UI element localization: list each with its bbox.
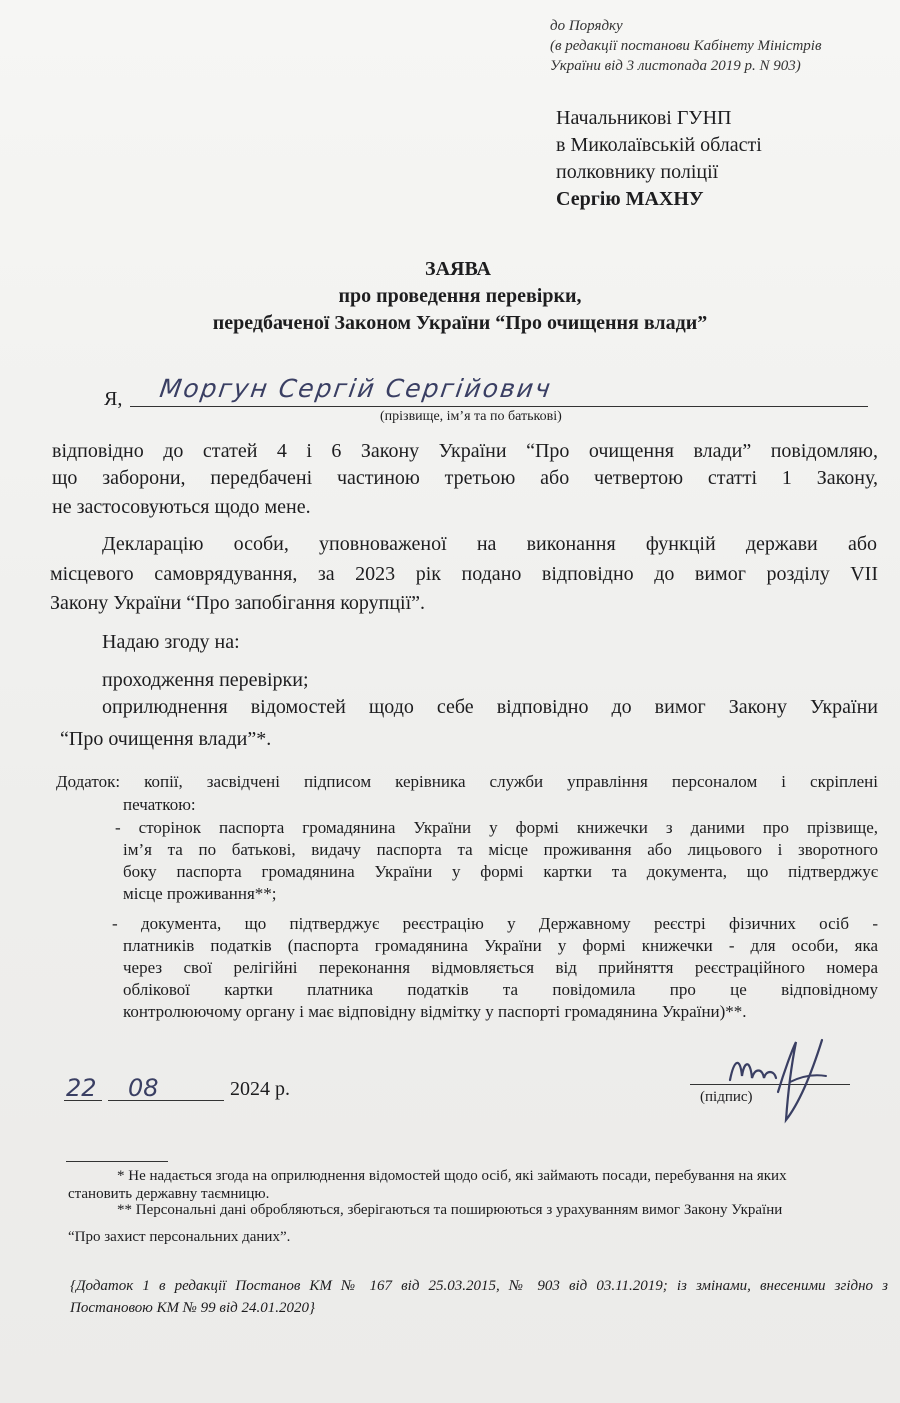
footnote-separator — [66, 1161, 168, 1162]
applicant-underline — [130, 406, 868, 407]
footnote-1-line-2: становить державну таємницю. — [68, 1186, 270, 1202]
reference-line-3: України від 3 листопада 2019 р. N 903) — [550, 58, 801, 74]
body-p2-line-1: Декларацію особи, уповноваженої на виконання функцій держави або — [102, 533, 877, 555]
addressee-line-2: в Миколаївській області — [556, 134, 762, 156]
addressee-line-3: полковнику поліції — [556, 161, 719, 183]
doc-title: ЗАЯВА — [425, 258, 491, 280]
appendix-item-b-line-2: платників податків (паспорта громадянина України у формі книжечки - для особи, яка — [123, 936, 878, 955]
applicant-handwritten-name: Моргун Сергій Сергійович — [157, 374, 555, 403]
appendix-item-b-line-3: через свої релігійні переконання відмовляється від прийняття реєстраційного номера — [123, 958, 878, 977]
applicant-caption: (прізвище, ім’я та по батькові) — [380, 409, 562, 424]
consent-item-2-line-2: “Про очищення влади”*. — [60, 728, 272, 750]
appendix-line-2: печаткою: — [123, 795, 196, 814]
body-p2-line-3: Закону України “Про запобігання корупції”. — [50, 592, 426, 614]
appendix-item-a-line-4: місце проживання**; — [123, 884, 277, 903]
appendix-item-b-line-1: - документа, що підтверджує реєстрацію у Державному реєстрі фізичних осіб - — [112, 914, 878, 933]
editorial-note-line-2: Постановою КМ № 99 від 24.01.2020} — [70, 1300, 315, 1316]
footnote-2-line-2: “Про захист персональних даних”. — [68, 1229, 291, 1245]
addressee-name: Сергію МАХНУ — [556, 188, 704, 210]
date-year: 2024 р. — [230, 1078, 290, 1100]
appendix-line-1: Додаток: копії, засвідчені підписом керівника служби управління персоналом і скріплені — [56, 772, 878, 791]
footnote-2-line-1: ** Персональні дані обробляються, зберігаються та поширюються з урахуванням вимог Закону України — [117, 1202, 783, 1218]
editorial-note-line-1: {Додаток 1 в редакції Постанов КМ № 167 від 25.03.2015, № 903 від 03.11.2019; із змінами, внесеними згідно з — [70, 1278, 888, 1294]
appendix-item-a-line-2: ім’я та по батькові, видачу паспорта та місце проживання або лицьового і зворотного — [123, 840, 878, 859]
appendix-item-b-line-5: контролюючому органу і має відповідну відмітку у паспорті громадянина України)**. — [123, 1002, 747, 1021]
body-p2-line-2: місцевого самоврядування, за 2023 рік подано відповідно до вимог розділу VII — [50, 563, 878, 585]
appendix-item-a-line-1: - сторінок паспорта громадянина України у формі книжечки з даними про прізвище, — [115, 818, 878, 837]
signature-mark — [722, 1032, 842, 1124]
date-month: 08 — [128, 1074, 159, 1102]
doc-subtitle-2: передбаченої Законом України “Про очищення влади” — [212, 312, 708, 334]
body-p1-line-3: не застосовуються щодо мене. — [52, 496, 311, 518]
date-month-underline — [108, 1100, 224, 1101]
doc-subtitle-1: про проведення перевірки, — [338, 285, 582, 307]
footnote-1-line-1: * Не надається згода на оприлюднення відомостей щодо осіб, які займають посади, перебування на яких — [117, 1168, 787, 1184]
consent-item-1: проходження перевірки; — [102, 669, 309, 691]
body-p1-line-1: відповідно до статей 4 і 6 Закону України “Про очищення влади” повідомляю, — [52, 440, 878, 462]
appendix-item-a-line-3: боку паспорта громадянина України у формі картки та документа, що підтверджує — [123, 862, 878, 881]
reference-line-2: (в редакції постанови Кабінету Міністрів — [550, 38, 822, 54]
consent-heading: Надаю згоду на: — [102, 631, 240, 653]
reference-line-1: до Порядку — [550, 18, 623, 34]
body-p1-line-2: що заборони, передбачені частиною третьою або четвертою статті 1 Закону, — [52, 467, 878, 489]
addressee-line-1: Начальникові ГУНП — [556, 107, 732, 129]
consent-item-2-line-1: оприлюднення відомостей щодо себе відповідно до вимог Закону України — [102, 696, 878, 718]
date-day: 22 — [66, 1074, 97, 1102]
signature-caption: (підпис) — [700, 1089, 753, 1105]
appendix-item-b-line-4: облікової картки платника податків та повідомила про це відповідному — [123, 980, 878, 999]
applicant-prefix: Я, — [104, 388, 123, 410]
